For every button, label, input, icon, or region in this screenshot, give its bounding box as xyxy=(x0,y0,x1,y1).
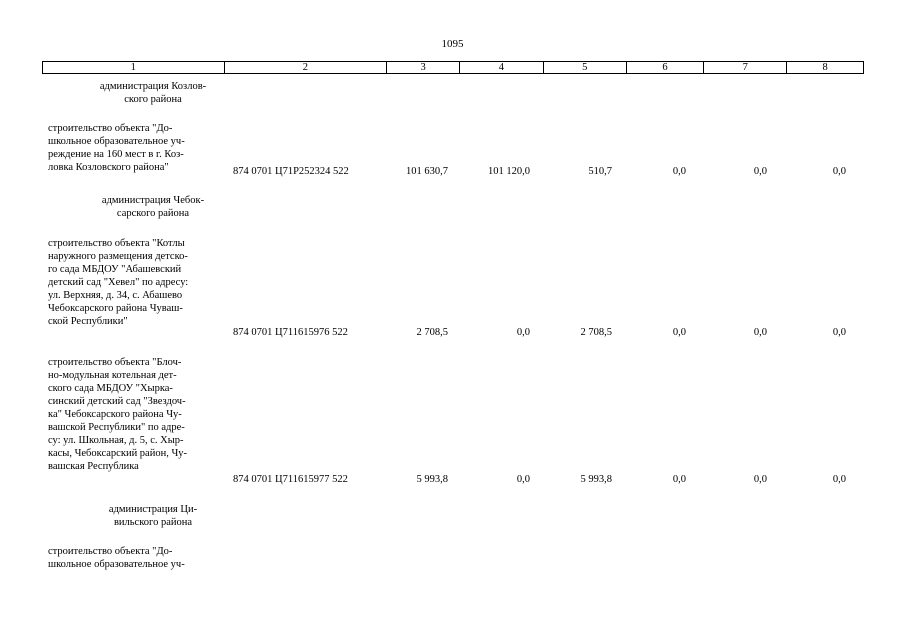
value-col-8: 0,0 xyxy=(832,327,846,338)
value-col-7: 0,0 xyxy=(753,474,767,485)
admin-cheboksary-label xyxy=(48,194,218,220)
header-col-1: 1 xyxy=(43,62,225,73)
value-col-5: 5 993,8 xyxy=(580,474,612,485)
header-col-8: 8 xyxy=(822,62,828,73)
value-col-6: 0,0 xyxy=(672,474,686,485)
page-number: 1095 xyxy=(441,38,464,50)
header-col-2: 2 xyxy=(225,62,388,73)
text-line: су: ул. Школьная, д. 5, с. Хыр- xyxy=(48,435,184,446)
value-col-3: 2 708,5 xyxy=(416,327,448,338)
obj-khyrkasy-label xyxy=(48,356,218,473)
header-col-3: 3 xyxy=(387,62,460,73)
admin-kozlov-label xyxy=(48,80,218,106)
text-line: детский сад "Хевел" по адресу: xyxy=(48,277,189,288)
text-line: ского сада МБДОУ "Хырка- xyxy=(48,383,173,394)
admin-tsivilsk-label xyxy=(48,503,218,529)
header-col-7: 7 xyxy=(704,62,787,73)
text-line: ул. Верхняя, д. 34, с. Абашево xyxy=(48,290,183,301)
text-line: строительство объекта "Котлы xyxy=(48,238,185,249)
text-line: касы, Чебоксарский район, Чу- xyxy=(48,448,188,459)
text-line: строительство объекта "До- xyxy=(48,546,173,557)
header-col-5: 5 xyxy=(544,62,627,73)
obj-tsivilsk-label xyxy=(48,545,218,571)
text-line: строительство объекта "До- xyxy=(48,123,173,134)
text-line: наружного размещения детско- xyxy=(48,251,188,262)
value-col-6: 0,0 xyxy=(672,166,686,177)
text-line: администрация Чебок- xyxy=(101,195,205,206)
table-header xyxy=(42,61,864,74)
value-col-5: 2 708,5 xyxy=(580,327,612,338)
text-line: реждение на 160 мест в г. Коз- xyxy=(48,149,184,160)
header-col-4: 4 xyxy=(460,62,544,73)
obj-abashevo-label xyxy=(48,237,218,328)
value-col-7: 0,0 xyxy=(753,327,767,338)
text-line: ка" Чебоксарского района Чу- xyxy=(48,409,182,420)
value-col-3: 5 993,8 xyxy=(416,474,448,485)
value-col-4: 101 120,0 xyxy=(488,166,530,177)
value-col-8: 0,0 xyxy=(832,474,846,485)
value-col-8: 0,0 xyxy=(832,166,846,177)
value-col-4: 0,0 xyxy=(516,327,530,338)
text-line: Чебоксарского района Чуваш- xyxy=(48,303,183,314)
table-row xyxy=(0,473,905,486)
budget-code: 874 0701 Ц711615976 522 xyxy=(233,327,348,338)
text-line: вашской Республики" по адре- xyxy=(48,422,185,433)
text-line: го сада МБДОУ "Абашевский xyxy=(48,264,182,275)
table-row xyxy=(0,165,905,178)
text-line: сарского района xyxy=(116,208,190,219)
text-line: школьное образовательное уч- xyxy=(48,559,185,570)
text-line: администрация Ци- xyxy=(108,504,198,515)
text-line: ской Республики" xyxy=(48,316,128,327)
budget-code: 874 0701 Ц71Р252324 522 xyxy=(233,166,349,177)
value-col-6: 0,0 xyxy=(672,327,686,338)
text-line: вильского района xyxy=(113,517,193,528)
text-line: строительство объекта "Блоч- xyxy=(48,357,182,368)
value-col-4: 0,0 xyxy=(516,474,530,485)
text-line: синский детский сад "Звездоч- xyxy=(48,396,186,407)
text-line: школьное образовательное уч- xyxy=(48,136,185,147)
text-line: вашская Республика xyxy=(48,461,139,472)
text-line: но-модульная котельная дет- xyxy=(48,370,177,381)
header-col-6: 6 xyxy=(627,62,705,73)
value-col-5: 510,7 xyxy=(588,166,612,177)
text-line: ловка Козловского района" xyxy=(48,162,169,173)
text-line: администрация Козлов- xyxy=(99,81,207,92)
table-row xyxy=(0,326,905,339)
value-col-3: 101 630,7 xyxy=(406,166,448,177)
text-line: ского района xyxy=(124,94,182,105)
budget-code: 874 0701 Ц711615977 522 xyxy=(233,474,348,485)
value-col-7: 0,0 xyxy=(753,166,767,177)
